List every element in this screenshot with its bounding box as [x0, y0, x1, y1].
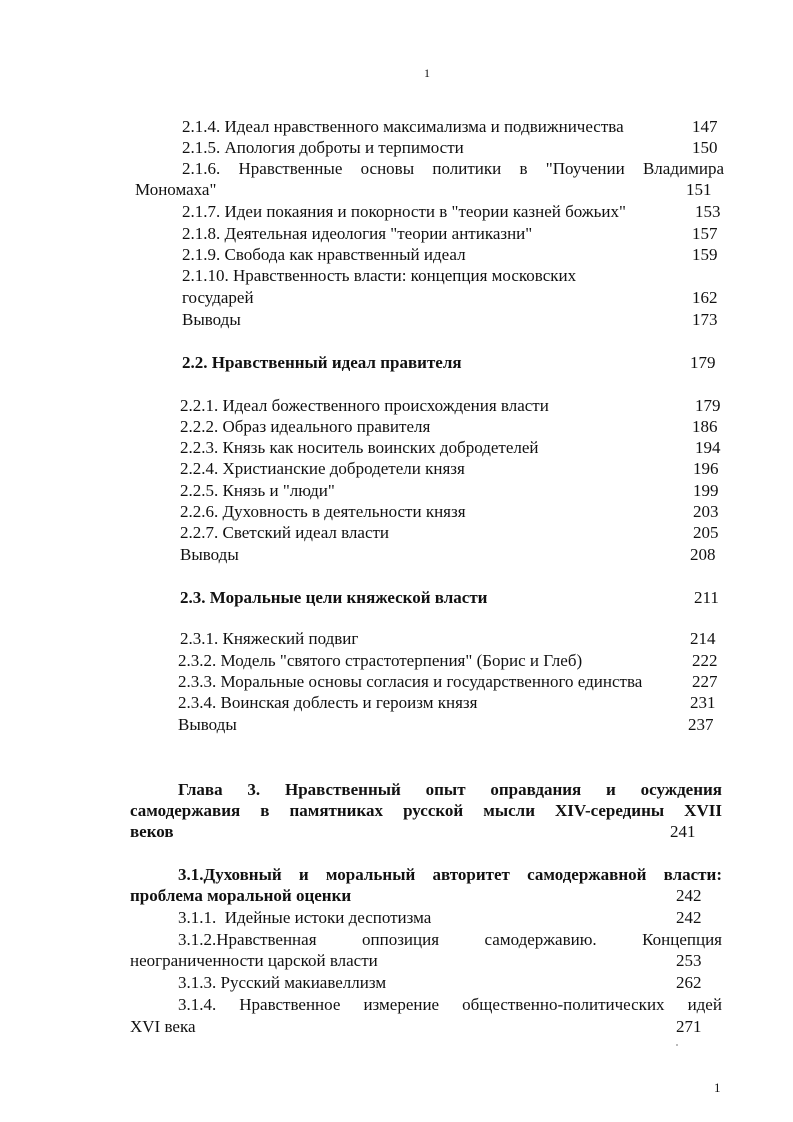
heading-word: и	[298, 865, 309, 884]
heading-word: 3.	[247, 780, 261, 799]
heading-word: осуждения	[640, 780, 722, 799]
toc-word: оппозиция	[362, 930, 440, 949]
toc-entry-3-1-1: 3.1.1. Идейные истоки деспотизма	[178, 908, 432, 927]
toc-page-chapter-3: 241	[670, 822, 696, 841]
toc-word: "Поучении	[545, 159, 625, 178]
toc-conclusions-2-2: Выводы	[180, 545, 239, 564]
toc-page-3-1-4: 271	[676, 1017, 702, 1036]
toc-entry-2-2-7: 2.2.7. Светский идеал власти	[180, 523, 390, 542]
heading-word: в	[260, 801, 270, 820]
heading-word: Нравственный	[284, 780, 401, 799]
toc-conclusions-2-1: Выводы	[182, 310, 241, 329]
toc-entry-2-2-5: 2.2.5. Князь и "люди"	[180, 481, 335, 500]
heading-word: власти:	[663, 865, 722, 884]
toc-page-2-3-4: 231	[690, 693, 716, 712]
chapter-3-heading-line-2	[130, 801, 722, 821]
toc-entry-2-1-10: 2.1.10. Нравственность власти: концепция московских	[182, 266, 577, 285]
toc-word: Концепция	[642, 930, 722, 949]
toc-word: Владимира	[642, 159, 724, 178]
toc-page-3-1-1: 242	[676, 908, 702, 927]
toc-page-2-3-2: 222	[692, 651, 718, 670]
heading-word: Глава	[178, 780, 223, 799]
toc-conclusions-2-3: Выводы	[178, 715, 237, 734]
heading-word: 3.1.Духовный	[178, 865, 282, 884]
heading-word: самодержавной	[527, 865, 647, 884]
toc-word: измерение	[363, 995, 440, 1014]
heading-word: и	[606, 780, 616, 799]
heading-word: XIV-середины	[555, 801, 665, 820]
section-heading-2-2: 2.2. Нравственный идеал правителя	[182, 353, 462, 372]
heading-word: моральный	[325, 865, 416, 884]
toc-word: основы	[360, 159, 415, 178]
toc-page-2-1-6: 151	[686, 180, 712, 199]
toc-word: Нравственное	[239, 995, 341, 1014]
toc-page-2-2: 179	[690, 353, 716, 372]
toc-entry-3-1-3: 3.1.3. Русский макиавеллизм	[178, 973, 387, 992]
toc-entry-2-3-1: 2.3.1. Княжеский подвиг	[180, 629, 359, 648]
toc-page-conclusions-2-3: 237	[688, 715, 714, 734]
toc-entry-3-1-4-cont: XVI века	[130, 1017, 196, 1036]
toc-entry-2-2-4: 2.2.4. Христианские добродетели князя	[180, 459, 465, 478]
scan-speck	[676, 1044, 678, 1046]
toc-entry-2-3-2: 2.3.2. Модель "святого страстотерпения" (Борис и Глеб)	[178, 651, 583, 670]
toc-page-2-2-5: 199	[693, 481, 719, 500]
chapter-3-heading-line-3: веков	[130, 822, 174, 841]
toc-page-2-2-6: 203	[693, 502, 719, 521]
page-number-bottom: 1	[714, 1080, 721, 1095]
toc-page-2-2-1: 179	[695, 396, 721, 415]
toc-page-2-2-2: 186	[692, 417, 718, 436]
toc-entry-2-3-3: 2.3.3. Моральные основы согласия и государственного единства	[178, 672, 643, 691]
toc-entry-2-2-6: 2.2.6. Духовность в деятельности князя	[180, 502, 466, 521]
toc-entry-2-1-4: 2.1.4. Идеал нравственного максимализма и подвижничества	[182, 117, 624, 136]
toc-page-2-2-3: 194	[695, 438, 721, 457]
toc-page-2-2-4: 196	[693, 459, 719, 478]
heading-word: авторитет	[432, 865, 510, 884]
toc-word: 3.1.4.	[178, 995, 217, 1014]
toc-entry-2-1-9: 2.1.9. Свобода как нравственный идеал	[182, 245, 466, 264]
toc-entry-2-1-10-cont: государей	[182, 288, 254, 307]
toc-entry-2-2-1: 2.2.1. Идеал божественного происхождения власти	[180, 396, 549, 415]
toc-word: самодержавию.	[484, 930, 597, 949]
toc-page-2-1-10: 162	[692, 288, 718, 307]
toc-page-3-1-3: 262	[676, 973, 702, 992]
toc-entry-2-1-8: 2.1.8. Деятельная идеология "теории антиказни"	[182, 224, 533, 243]
toc-entry-3-1-4	[178, 995, 722, 1015]
toc-word: в	[519, 159, 528, 178]
toc-word: 2.1.6.	[182, 159, 221, 178]
toc-entry-2-1-6	[182, 159, 724, 179]
toc-page-3-1-2: 253	[676, 951, 702, 970]
toc-page-2-3: 211	[694, 588, 719, 607]
section-heading-2-3: 2.3. Моральные цели княжеской власти	[180, 588, 488, 607]
toc-page-2-1-8: 157	[692, 224, 718, 243]
section-heading-3-1	[178, 865, 722, 885]
toc-entry-2-3-4: 2.3.4. Воинская доблесть и героизм князя	[178, 693, 478, 712]
toc-page-2-2-7: 205	[693, 523, 719, 542]
toc-entry-2-2-3: 2.2.3. Князь как носитель воинских добродетелей	[180, 438, 539, 457]
heading-word: самодержавия	[130, 801, 241, 820]
toc-word: общественно-политических	[462, 995, 665, 1014]
toc-page-2-1-4: 147	[692, 117, 718, 136]
toc-entry-2-1-6-cont: Мономаха"	[135, 180, 217, 199]
toc-entry-2-1-7: 2.1.7. Идеи покаяния и покорности в "теории казней божьих"	[182, 202, 626, 221]
heading-word: XVII	[684, 801, 722, 820]
toc-word: Нравственные	[238, 159, 343, 178]
toc-page-3-1: 242	[676, 886, 702, 905]
heading-word: памятниках	[289, 801, 384, 820]
toc-page-conclusions-2-1: 173	[692, 310, 718, 329]
chapter-3-heading-line-1	[178, 780, 722, 800]
toc-page-2-3-3: 227	[692, 672, 718, 691]
toc-entry-3-1-2	[178, 930, 722, 950]
toc-page-2-1-7: 153	[695, 202, 721, 221]
heading-word: мысли	[483, 801, 535, 820]
toc-entry-2-1-5: 2.1.5. Апология доброты и терпимости	[182, 138, 464, 157]
toc-entry-3-1-2-cont: неограниченности царской власти	[130, 951, 378, 970]
heading-word: оправдания	[490, 780, 582, 799]
heading-word: опыт	[425, 780, 466, 799]
toc-page-2-1-9: 159	[692, 245, 718, 264]
toc-page-2-1-5: 150	[692, 138, 718, 157]
toc-page-conclusions-2-2: 208	[690, 545, 716, 564]
toc-page-2-3-1: 214	[690, 629, 716, 648]
section-heading-3-1-cont: проблема моральной оценки	[130, 886, 352, 905]
page-number-top: 1	[424, 66, 430, 80]
toc-word: политики	[432, 159, 502, 178]
heading-word: русской	[403, 801, 464, 820]
toc-word: идей	[687, 995, 722, 1014]
toc-word: 3.1.2.Нравственная	[178, 930, 317, 949]
toc-entry-2-2-2: 2.2.2. Образ идеального правителя	[180, 417, 431, 436]
